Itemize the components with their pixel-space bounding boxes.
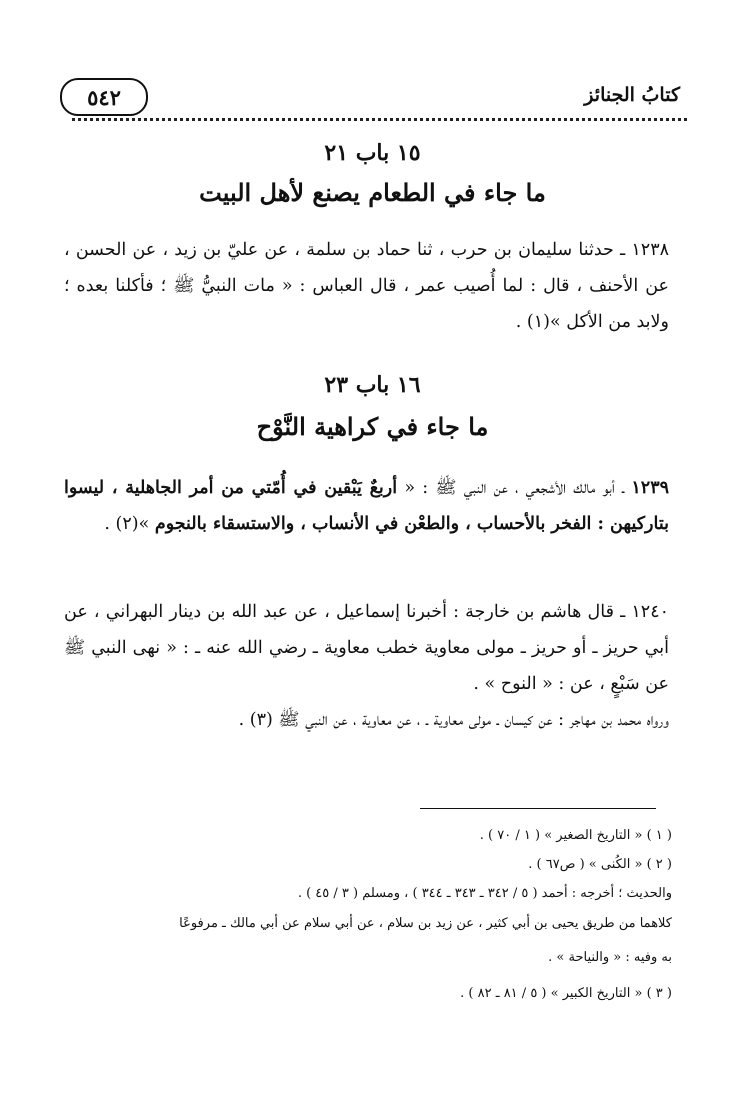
hadith-intro: ـ أبو مالك الأشجعي ، عن النبي ﷺ : «	[397, 478, 632, 498]
hadith-number: ١٢٣٩	[631, 478, 670, 498]
footnote-2: ( ٢ ) « الكُنى » ( ص٦٧ ) .	[528, 857, 672, 872]
hadith-close: »(٢) .	[104, 514, 155, 534]
section-number-2: ١٦ باب ٢٣	[324, 372, 421, 398]
footnote-1: ( ١ ) « التاريخ الصغير » ( ١ / ٧٠ ) .	[479, 828, 672, 843]
hadith-1239	[64, 470, 669, 542]
section-title-2: ما جاء في كراهية النَّوْح	[256, 412, 489, 441]
running-header	[60, 78, 680, 122]
header-divider	[72, 118, 687, 121]
footnote-2-chain: كلاهما من طريق يحيى بن أبي كثير ، عن زيد بن سلام ، عن أبي سلام عن أبي مالك ـ مرفوعًا	[179, 916, 672, 931]
footnote-3: ( ٣ ) « التاريخ الكبير » ( ٥ / ٨١ ـ ٨٢ ) .	[460, 986, 672, 1001]
hadith-1238: ١٢٣٨ ـ حدثنا سليمان بن حرب ، ثنا حماد بن سلمة ، عن عليّ بن زيد ، عن الحسن ، عن الأحنف ، قال : لما أُصيب عمر ، قال العباس : « مات النبيُّ ﷺ ؛ فأكلنا بعده ؛ ولابد من الأكل »(١) .	[64, 240, 669, 332]
page-number: ٥٤٢	[60, 78, 148, 116]
footnote-2-takhrij: والحديث ؛ أخرجه : أحمد ( ٥ / ٣٤٢ ـ ٣٤٣ ـ ٣٤٤ ) ، ومسلم ( ٣ / ٤٥ ) .	[297, 886, 672, 901]
book-title: كتابُ الجنائز	[584, 84, 680, 106]
section-title-1: ما جاء في الطعام يصنع لأهل البيت	[199, 178, 546, 207]
hadith-matn: أربعٌ يَبْقين في أُمّتي من أمر الجاهلية ، ليسوا بتاركيهن : الفخر بالأحساب ، والطعْن في الأنساب ، والاستسقاء بالنجوم	[64, 478, 669, 534]
footnote-divider	[420, 808, 656, 809]
footnote-2-wording: به وفيه : « والنياحة » .	[548, 950, 672, 965]
section-number-1: ١٥ باب ٢١	[324, 140, 421, 166]
hadith-1240-narration: ورواه محمد بن مهاجر : عن كيسان ـ مولى معاوية ـ ، عن معاوية ، عن النبي ﷺ (٣) .	[238, 710, 669, 730]
hadith-1240: ١٢٤٠ ـ قال هاشم بن خارجة : أخبرنا إسماعيل ، عن عبد الله بن دينار البهراني ، عن أبي حريز ـ أو حريز ـ مولى معاوية خطب معاوية ـ رضي الله عنه ـ : « نهى النبي ﷺ عن سَبْعٍ ، عن : « النوح » .	[64, 602, 669, 694]
